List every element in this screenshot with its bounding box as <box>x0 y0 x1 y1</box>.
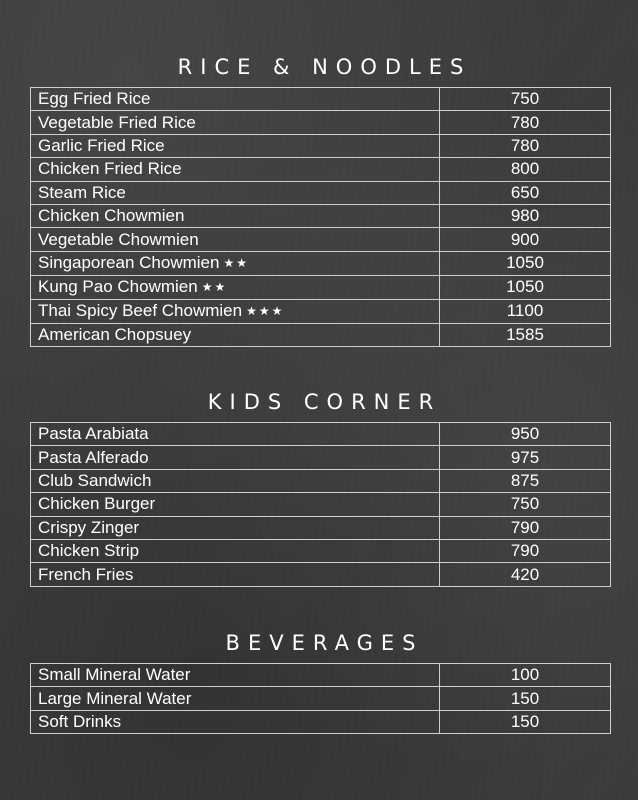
menu-item-cell <box>31 563 440 586</box>
menu-row <box>31 687 611 710</box>
menu-item-name: Large Mineral Water <box>38 688 192 708</box>
menu-item-price: 780 <box>440 134 611 157</box>
menu-row <box>31 158 611 181</box>
menu-row <box>31 275 611 299</box>
section-title: RICE & NOODLES <box>177 55 472 79</box>
menu-item-cell <box>31 664 440 687</box>
menu-item-price: 150 <box>440 710 611 733</box>
spicy-rating-stars-icon: ★★ <box>201 279 228 294</box>
menu-item-price: 1100 <box>440 299 611 323</box>
menu-item-cell <box>31 181 440 204</box>
menu-row <box>31 88 611 111</box>
menu-item-name: Pasta Alferado <box>38 447 149 467</box>
menu-item-price: 950 <box>440 423 611 446</box>
menu-item-name: Chicken Chowmien <box>38 206 185 226</box>
rice-noodles-section <box>30 53 611 347</box>
spicy-rating-stars-icon: ★★ <box>223 255 249 270</box>
menu-item-price: 975 <box>440 446 611 469</box>
menu-item-name: Singaporean Chowmien <box>38 252 220 272</box>
menu-row <box>31 446 611 469</box>
menu-item-cell <box>31 423 440 446</box>
menu-item-cell <box>31 469 440 492</box>
menu-item-name: Chicken Fried Rice <box>38 159 182 179</box>
menu-item-cell <box>31 299 440 323</box>
menu-row <box>31 423 611 446</box>
menu-item-price: 650 <box>440 181 611 204</box>
menu-item-price: 790 <box>440 539 611 562</box>
menu-row <box>31 710 611 733</box>
menu-item-price: 1585 <box>440 323 611 346</box>
menu-item-name: French Fries <box>38 564 134 584</box>
menu-item-name: Steam Rice <box>38 182 126 202</box>
menu-table <box>30 87 611 347</box>
menu-item-cell <box>31 710 440 733</box>
menu-item-price: 750 <box>440 493 611 516</box>
menu-item-cell <box>31 516 440 539</box>
menu-item-cell <box>31 88 440 111</box>
menu-item-cell <box>31 204 440 227</box>
menu-item-price: 420 <box>440 563 611 586</box>
menu-item-name: Chicken Burger <box>38 494 156 514</box>
menu-item-price: 100 <box>440 664 611 687</box>
menu-item-cell <box>31 275 440 299</box>
menu-row <box>31 563 611 586</box>
menu-item-price: 1050 <box>440 251 611 275</box>
menu-row <box>31 181 611 204</box>
menu-item-cell <box>31 111 440 134</box>
menu-item-name: Thai Spicy Beef Chowmien <box>38 300 243 320</box>
menu-item-price: 900 <box>440 228 611 251</box>
menu-item-name: Pasta Arabiata <box>38 424 149 444</box>
section-title: KIDS CORNER <box>207 390 442 414</box>
menu-row <box>31 664 611 687</box>
menu-item-cell <box>31 251 440 275</box>
menu-row <box>31 251 611 275</box>
menu-row <box>31 539 611 562</box>
menu-item-price: 800 <box>440 158 611 181</box>
menu-item-name: Vegetable Chowmien <box>38 229 199 249</box>
menu-item-name: Egg Fried Rice <box>38 89 151 109</box>
menu-item-name: American Chopsuey <box>38 324 192 344</box>
menu-row <box>31 299 611 323</box>
menu-row <box>31 493 611 516</box>
beverages-section <box>30 629 611 734</box>
menu-item-name: Crispy Zinger <box>38 517 140 537</box>
menu-table <box>30 422 611 587</box>
menu-item-cell <box>31 158 440 181</box>
menu-item-price: 750 <box>440 88 611 111</box>
menu-item-price: 780 <box>440 111 611 134</box>
menu-item-cell <box>31 493 440 516</box>
menu-item-price: 980 <box>440 204 611 227</box>
menu-item-name: Club Sandwich <box>38 470 152 490</box>
menu-item-name: Chicken Strip <box>38 541 140 561</box>
menu-row <box>31 228 611 251</box>
menu-item-cell <box>31 687 440 710</box>
kids-corner-section <box>30 388 611 587</box>
menu-item-name: Garlic Fried Rice <box>38 135 165 155</box>
menu-item-price: 1050 <box>440 275 611 299</box>
menu-item-price: 875 <box>440 469 611 492</box>
menu-row <box>31 111 611 134</box>
menu-item-name: Kung Pao Chowmien <box>38 276 198 296</box>
menu-item-price: 150 <box>440 687 611 710</box>
menu-item-name: Vegetable Fried Rice <box>38 112 196 132</box>
menu-row <box>31 134 611 157</box>
menu-item-cell <box>31 446 440 469</box>
menu-item-price: 790 <box>440 516 611 539</box>
menu-item-cell <box>31 323 440 346</box>
menu-row <box>31 469 611 492</box>
menu-item-cell <box>31 539 440 562</box>
menu-item-cell <box>31 134 440 157</box>
menu-item-name: Soft Drinks <box>38 711 122 731</box>
menu-item-cell <box>31 228 440 251</box>
spicy-rating-stars-icon: ★★★ <box>246 303 285 318</box>
menu-table <box>30 663 611 734</box>
menu-row <box>31 204 611 227</box>
menu-item-name: Small Mineral Water <box>38 665 191 685</box>
menu-row <box>31 516 611 539</box>
menu-row <box>31 323 611 346</box>
section-title: BEVERAGES <box>225 631 424 655</box>
